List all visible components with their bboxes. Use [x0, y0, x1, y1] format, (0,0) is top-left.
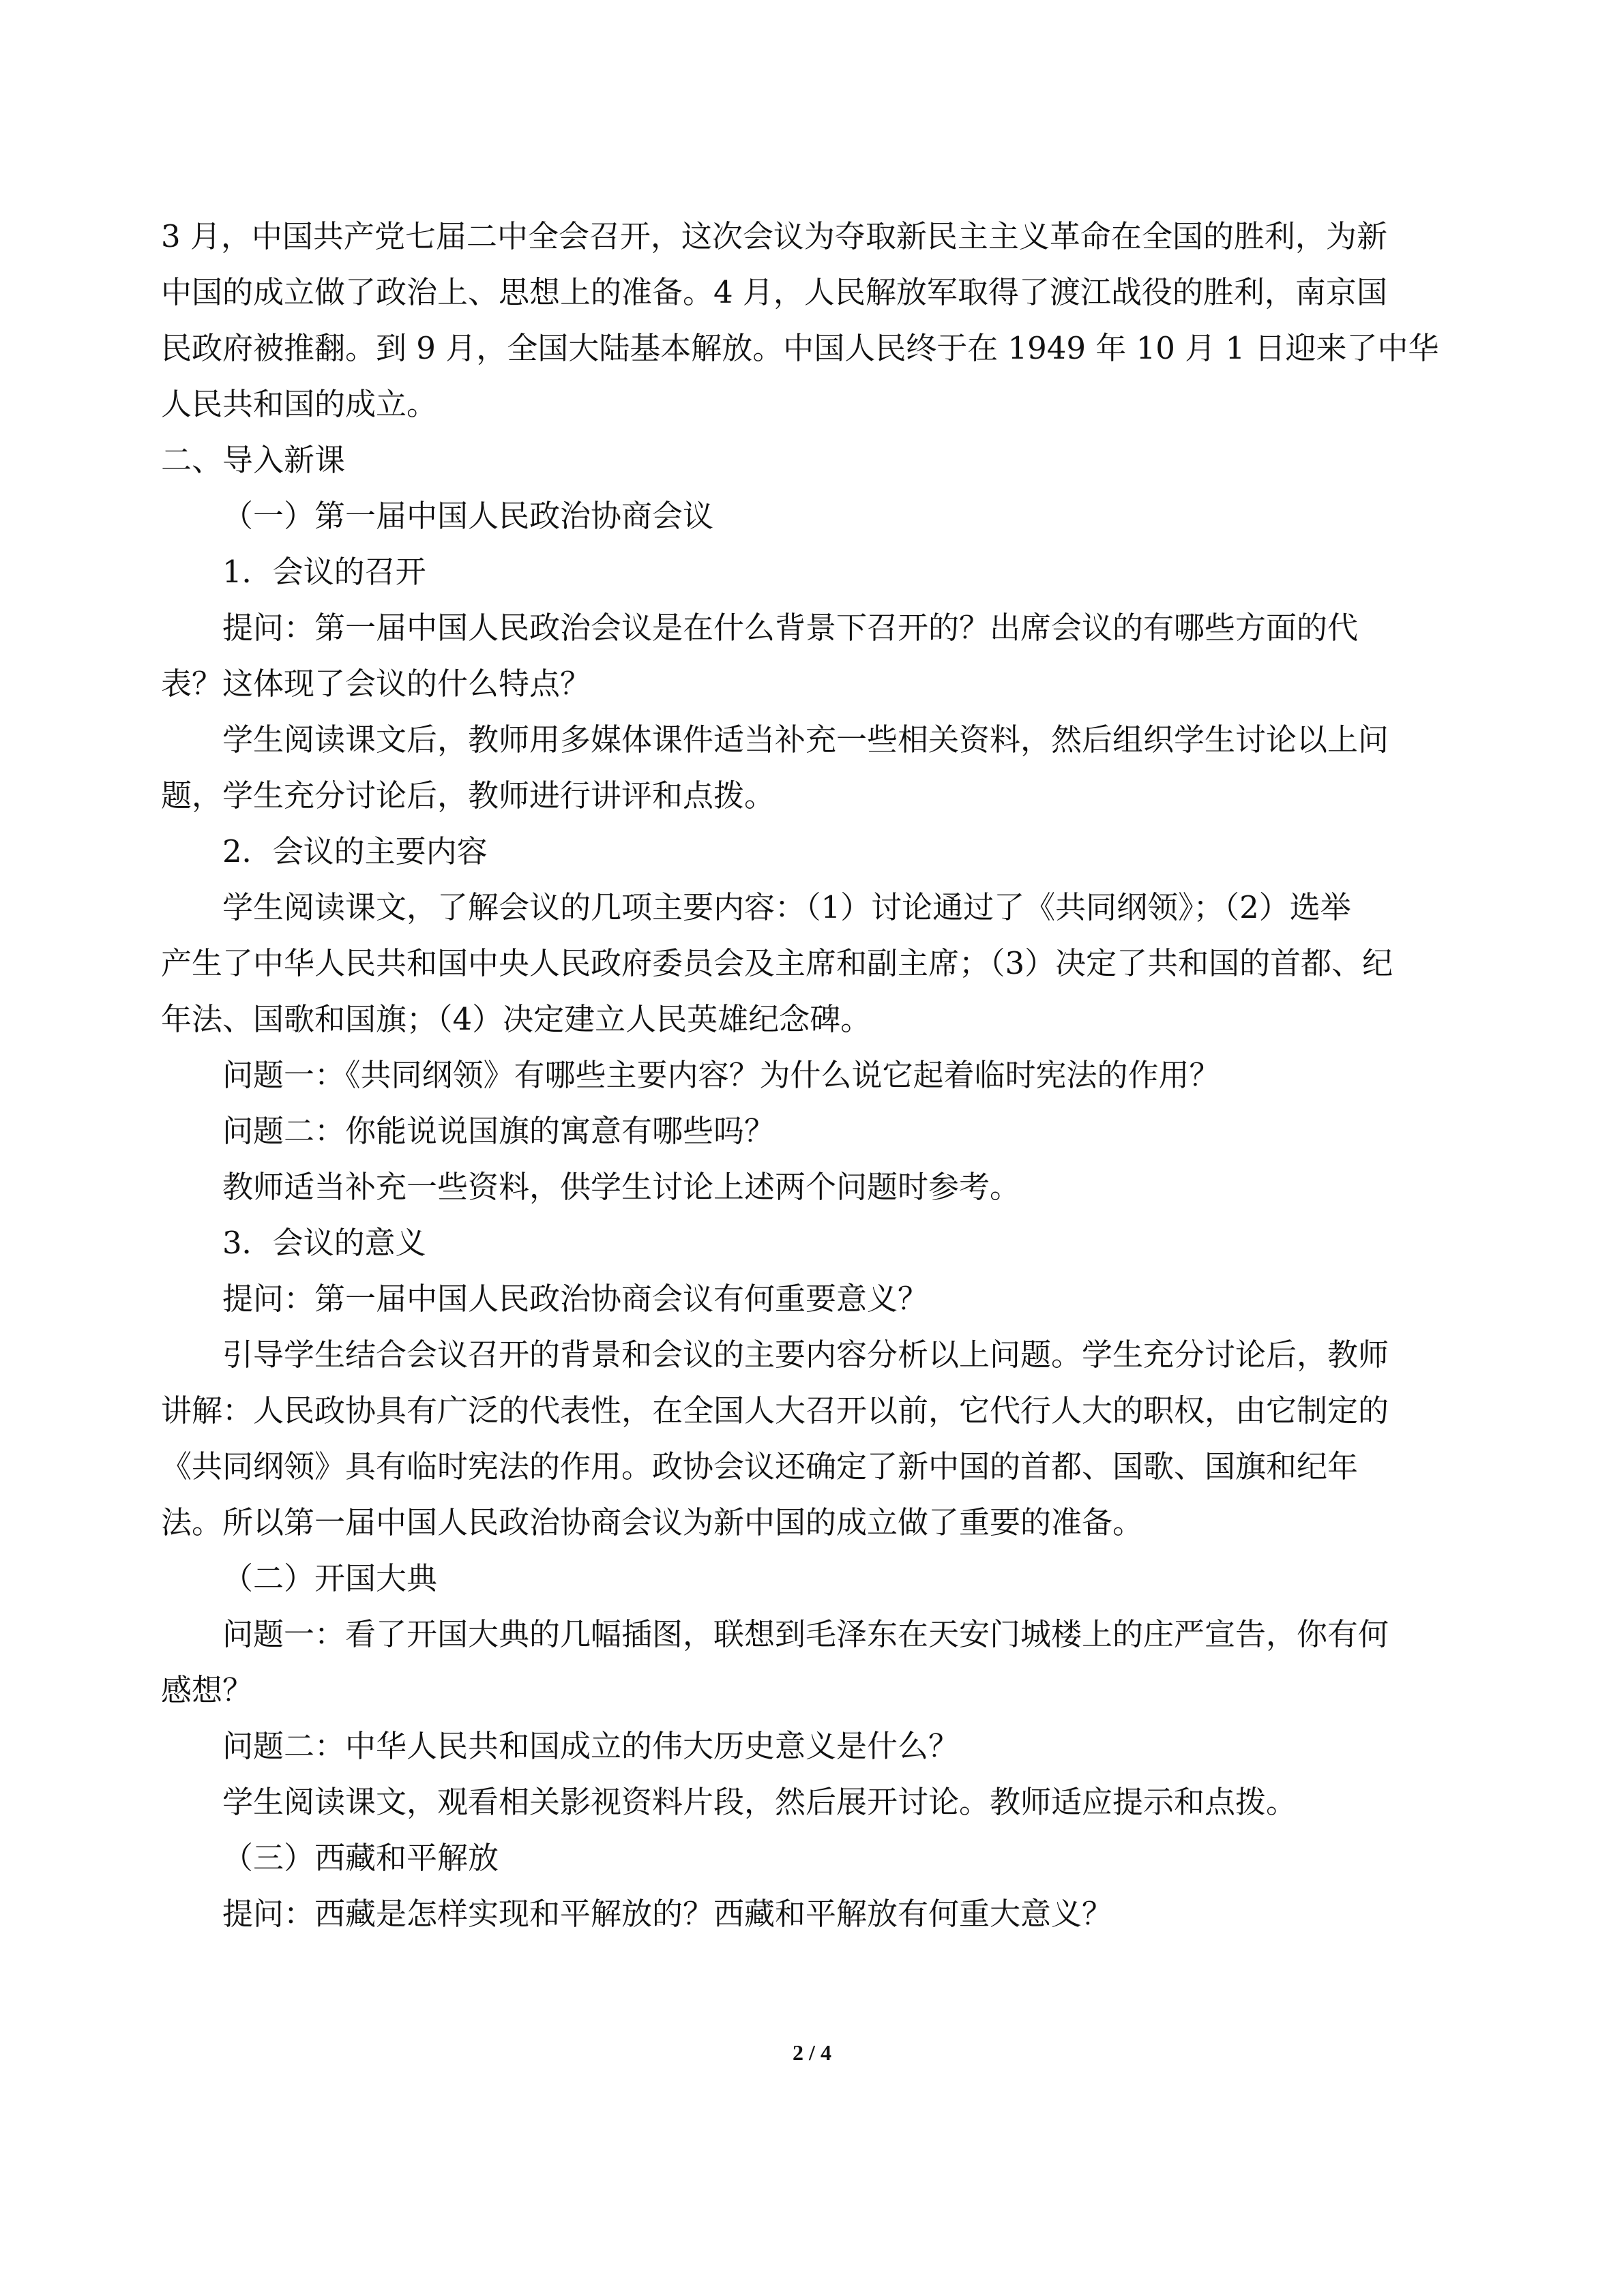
- text-line: 2．会议的主要内容: [222, 833, 488, 869]
- text-line: 民政府被推翻。到 9 月，全国大陆基本解放。中国人民终于在 1949 年 10 月 1 日迎来了中华: [161, 330, 1439, 366]
- text-line: 感想？: [161, 1672, 254, 1708]
- text-line: 引导学生结合会议召开的背景和会议的主要内容分析以上问题。学生充分讨论后，教师: [222, 1337, 1389, 1373]
- text-line: 问题一：《共同纲领》有哪些主要内容？为什么说它起着临时宪法的作用？: [222, 1057, 1220, 1093]
- text-line: 中国的成立做了政治上、思想上的准备。4 月，人民解放军取得了渡江战役的胜利，南京国: [161, 274, 1387, 310]
- text-line: 提问：第一届中国人民政治会议是在什么背景下召开的？出席会议的有哪些方面的代: [222, 610, 1359, 646]
- text-line: 教师适当补充一些资料，供学生讨论上述两个问题时参考。: [222, 1169, 1021, 1205]
- text-line: 年法、国歌和国旗；（4）决定建立人民英雄纪念碑。: [161, 1001, 872, 1037]
- text-line: 1．会议的召开: [222, 554, 426, 590]
- document-body: [161, 209, 1464, 1942]
- text-line: 学生阅读课文，了解会议的几项主要内容：（1）讨论通过了《共同纲领》；（2）选举: [222, 889, 1351, 925]
- text-line: 表？这体现了会议的什么特点？: [161, 666, 591, 702]
- text-line: 学生阅读课文后，教师用多媒体课件适当补充一些相关资料，然后组织学生讨论以上问: [222, 721, 1389, 758]
- text-line: 问题一：看了开国大典的几幅插图，联想到毛泽东在天安门城楼上的庄严宣告，你有何: [222, 1616, 1389, 1652]
- text-line: （一）第一届中国人民政治协商会议: [222, 498, 714, 534]
- text-line: 问题二：中华人民共和国成立的伟大历史意义是什么？: [222, 1728, 960, 1764]
- text-line: 题，学生充分讨论后，教师进行讲评和点拨。: [161, 777, 776, 814]
- text-line: （二）开国大典: [222, 1560, 438, 1596]
- text-line: 二、导入新课: [161, 442, 346, 478]
- text-line: 《共同纲领》具有临时宪法的作用。政协会议还确定了新中国的首都、国歌、国旗和纪年: [161, 1448, 1359, 1485]
- text-line: 学生阅读课文，观看相关影视资料片段，然后展开讨论。教师适应提示和点拨。: [222, 1784, 1297, 1820]
- text-line: 提问：第一届中国人民政治协商会议有何重要意义？: [222, 1281, 929, 1317]
- text-line: 讲解：人民政协具有广泛的代表性，在全国人大召开以前，它代行人大的职权，由它制定的: [161, 1392, 1389, 1429]
- text-line: 问题二：你能说说国旗的寓意有哪些吗？: [222, 1113, 776, 1149]
- text-line: 3 月，中国共产党七届二中全会召开，这次会议为夺取新民主主义革命在全国的胜利，为新: [161, 218, 1387, 254]
- text-line: 产生了中华人民共和国中央人民政府委员会及主席和副主席；（3）决定了共和国的首都、纪: [161, 945, 1393, 981]
- page-number: 2 / 4: [793, 2040, 831, 2065]
- text-line: 法。所以第一届中国人民政治协商会议为新中国的成立做了重要的准备。: [161, 1504, 1144, 1540]
- text-line: 人民共和国的成立。: [161, 386, 438, 422]
- text-line: （三）西藏和平解放: [222, 1840, 499, 1876]
- text-line: 3．会议的意义: [222, 1225, 426, 1261]
- text-line: 提问：西藏是怎样实现和平解放的？西藏和平解放有何重大意义？: [222, 1896, 1113, 1932]
